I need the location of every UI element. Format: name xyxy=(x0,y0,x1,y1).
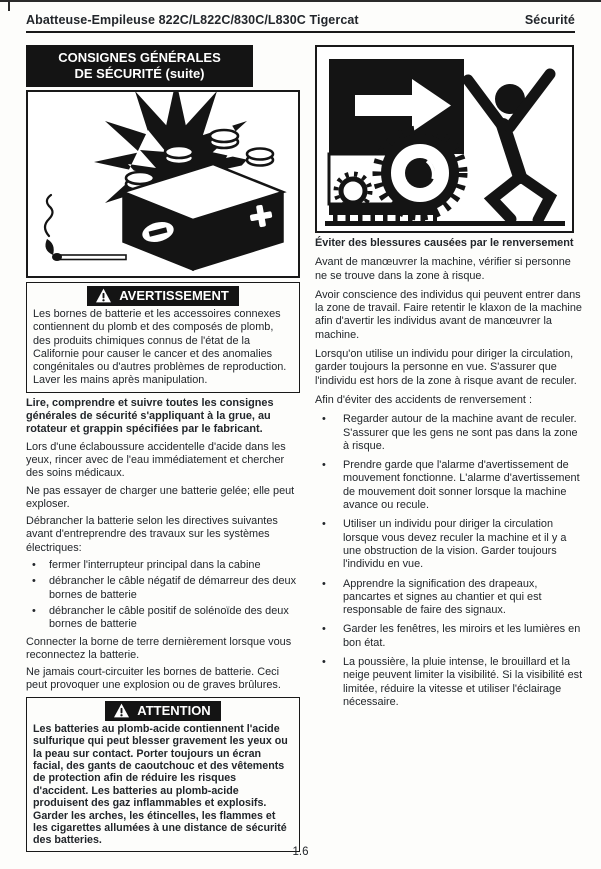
attention-text: Les batteries au plomb-acide contiennent l'acide sulfurique qui peut blesser gravement les yeux ou la peau sur contact. Porter toujours un écran facial, des gants de caoutchouc et des vêtements de protection afin de réduire les risques d'accident. Les batteries au plomb-acide produisent des gaz inflammables et explosifs. Garder les arches, les étincelles, les flammes et les cigarettes allumées à une distance de sécurité des batteries. xyxy=(33,722,288,847)
bullet-icon: • xyxy=(322,459,326,472)
bullet-icon: • xyxy=(32,559,36,572)
header-section: Sécurité xyxy=(524,13,575,27)
bullet-icon: • xyxy=(322,413,326,426)
warning-triangle-icon xyxy=(95,288,112,303)
scan-edge-artifact xyxy=(8,0,10,11)
header-title: Abatteuse-Empileuse 822C/L822C/830C/L830C Tigercat xyxy=(26,13,359,27)
figure-caption: Éviter des blessures causées par le renversement xyxy=(315,237,574,249)
paragraph-avoid-intro: Afin d'éviter des accidents de renversement : xyxy=(315,393,532,406)
avertissement-label: AVERTISSEMENT xyxy=(119,288,229,303)
two-column-layout xyxy=(0,33,601,856)
attention-label: ATTENTION xyxy=(137,702,211,718)
page-number: 1.6 xyxy=(292,846,309,858)
paragraph-read-follow: Lire, comprendre et suivre toutes les consignes générales de sécurité s'appliquant à la grue, au rotateur et grappin spécifiées par le fabricant. xyxy=(26,396,274,436)
paragraph-spotter: Lorsqu'on utilise un individu pour diriger la circulation, garder toujours la personne en vue. S'assurer que l'individu est hors de la zone à risque avant de reculer. xyxy=(315,348,577,387)
section-title-line2: DE SÉCURITÉ (suite) xyxy=(74,65,205,81)
disconnect-steps-list xyxy=(26,559,300,631)
list-item: • Prendre garde que l'alarme d'avertissement de mouvement fonctionne. L'alarme d'avertissement de mouvement doit sonner lorsque la machine avance ou recule. xyxy=(315,459,583,512)
bullet-icon: • xyxy=(322,518,326,531)
paragraph-short-circuit: Ne jamais court-circuiter les bornes de batterie. Ceci peut provoquer une explosion ou de graves brûlures. xyxy=(26,666,281,692)
paragraph-check-zone: Avant de manœuvrer la machine, vérifier si personne ne se trouve dans la zone à risque. xyxy=(315,256,571,282)
list-item: • La poussière, la pluie intense, le brouillard et la neige peuvent limiter la visibilité. Si la visibilité est limitée, réduire la vitesse et utiliser l'éclairage nécessaire. xyxy=(315,656,583,709)
machine-rollover-illustration xyxy=(317,47,572,231)
paragraph-acid-splash: Lors d'une éclaboussure accidentelle d'acide dans les yeux, rincer avec de l'eau immédiatement et chercher des soins médicaux. xyxy=(26,440,286,480)
list-item: • Regarder autour de la machine avant de reculer. S'assurer que les gens ne sont pas dans la zone à risque. xyxy=(315,413,583,453)
scan-edge-artifact xyxy=(0,0,601,2)
bullet-icon: • xyxy=(32,604,36,617)
right-column xyxy=(315,45,583,856)
attention-banner xyxy=(105,701,220,721)
avertissement-text: Les bornes de batterie et les accessoires connexes contiennent du plomb et des composés de plomb, des produits chimiques connus de l'état de la Californie pour causer le cancer et des anomalies congénitales ou d'autres problèmes de reproduction. Laver les mains après manipulation. xyxy=(33,308,287,387)
section-title-box xyxy=(26,45,253,87)
exploding-battery-figure xyxy=(26,90,300,278)
list-item: • débrancher le câble positif de solénoïde des deux bornes de batterie xyxy=(26,605,300,632)
paragraph-disconnect-intro: Débrancher la batterie selon les directives suivantes avant d'entreprendre des travaux sur les systèmes électriques: xyxy=(26,515,278,554)
warning-triangle-icon xyxy=(113,703,130,718)
bullet-icon: • xyxy=(322,656,326,669)
falling-person-pictogram xyxy=(468,74,550,220)
list-item: • Utiliser un individu pour diriger la circulation lorsque vous devez reculer la machine et il y a une obstruction de la vision. Garder toujours l'individu en vue. xyxy=(315,518,583,571)
paragraph-horn-warning: Avoir conscience des individus qui peuvent entrer dans la zone de travail. Faire retentir le klaxon de la machine afin d'avertir les individus avant de manœuvrer la machine. xyxy=(315,288,582,341)
avertissement-box xyxy=(26,282,300,393)
bullet-icon: • xyxy=(322,623,326,636)
list-item: • débrancher le câble négatif de démarreur des deux bornes de batterie xyxy=(26,575,300,602)
section-title-line1: CONSIGNES GÉNÉRALES xyxy=(58,50,221,65)
rollover-hazard-figure xyxy=(315,45,574,233)
avertissement-banner xyxy=(87,286,239,306)
exploding-battery-illustration xyxy=(28,92,298,276)
list-item: • fermer l'interrupteur principal dans la cabine xyxy=(26,559,300,572)
list-item: • Apprendre la signification des drapeaux, pancartes et signes au chantier et qui est responsable de faire des signaux. xyxy=(315,578,583,618)
list-item: • Garder les fenêtres, les miroirs et les lumières en bon état. xyxy=(315,623,583,650)
attention-box xyxy=(26,697,300,852)
page-header xyxy=(0,0,601,27)
paragraph-ground-terminal: Connecter la borne de terre dernièrement lorsque vous reconnectez la batterie. xyxy=(26,635,292,661)
rollover-precautions-list xyxy=(315,413,583,709)
bullet-icon: • xyxy=(32,575,36,588)
left-column xyxy=(26,45,300,856)
paragraph-frozen-battery: Ne pas essayer de charger une batterie gelée; elle peut exploser. xyxy=(26,484,295,510)
bullet-icon: • xyxy=(322,577,326,590)
